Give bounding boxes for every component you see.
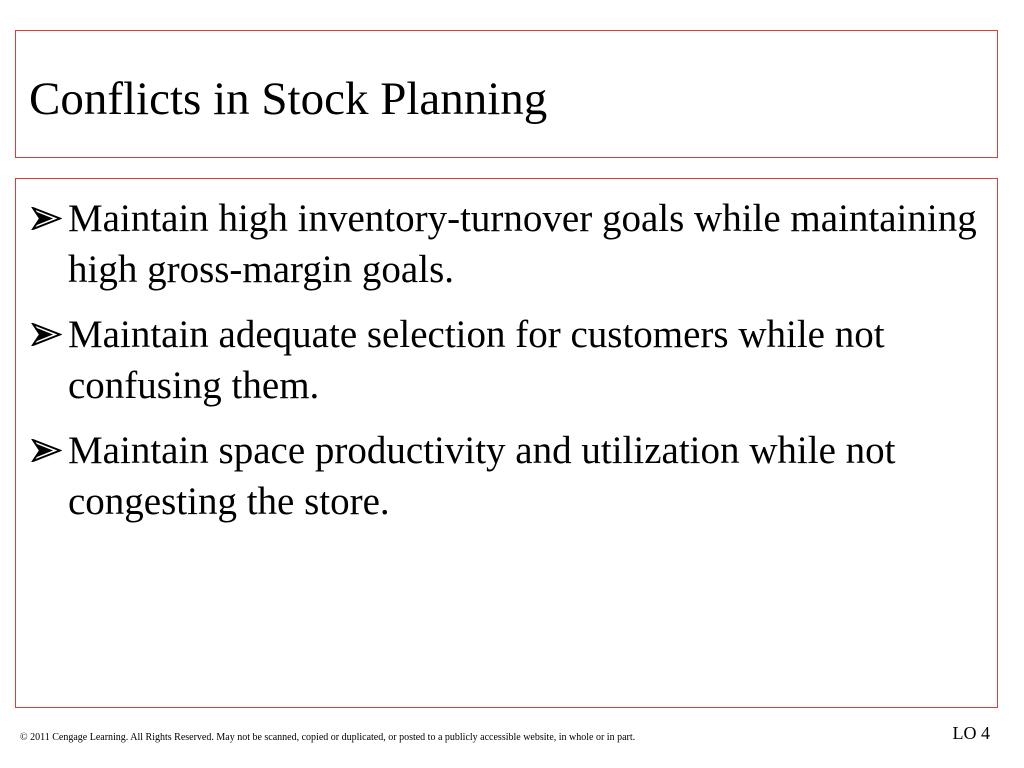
bullet-item bbox=[31, 309, 981, 411]
bullet-text: Maintain space productivity and utilization while not congesting the store. bbox=[68, 429, 896, 523]
bullet-text: Maintain adequate selection for customers while not confusing them. bbox=[68, 313, 885, 407]
arrow-bullet-icon bbox=[31, 425, 68, 476]
content-box bbox=[15, 178, 998, 708]
bullet-list bbox=[31, 193, 981, 541]
learning-objective-label: LO 4 bbox=[952, 723, 990, 743]
slide-title: Conflicts in Stock Planning bbox=[29, 73, 548, 125]
bullet-text: Maintain high inventory-turnover goals while maintaining high gross-margin goals. bbox=[68, 197, 977, 291]
arrow-bullet-icon bbox=[31, 193, 68, 244]
title-box bbox=[15, 30, 998, 158]
bullet-item bbox=[31, 425, 981, 527]
bullet-item bbox=[31, 193, 981, 295]
copyright-notice: © 2011 Cengage Learning. All Rights Reserved. May not be scanned, copied or duplicated, or posted to a publicly accessible website, in whole or in part. bbox=[20, 732, 636, 743]
arrow-bullet-icon bbox=[31, 309, 68, 360]
